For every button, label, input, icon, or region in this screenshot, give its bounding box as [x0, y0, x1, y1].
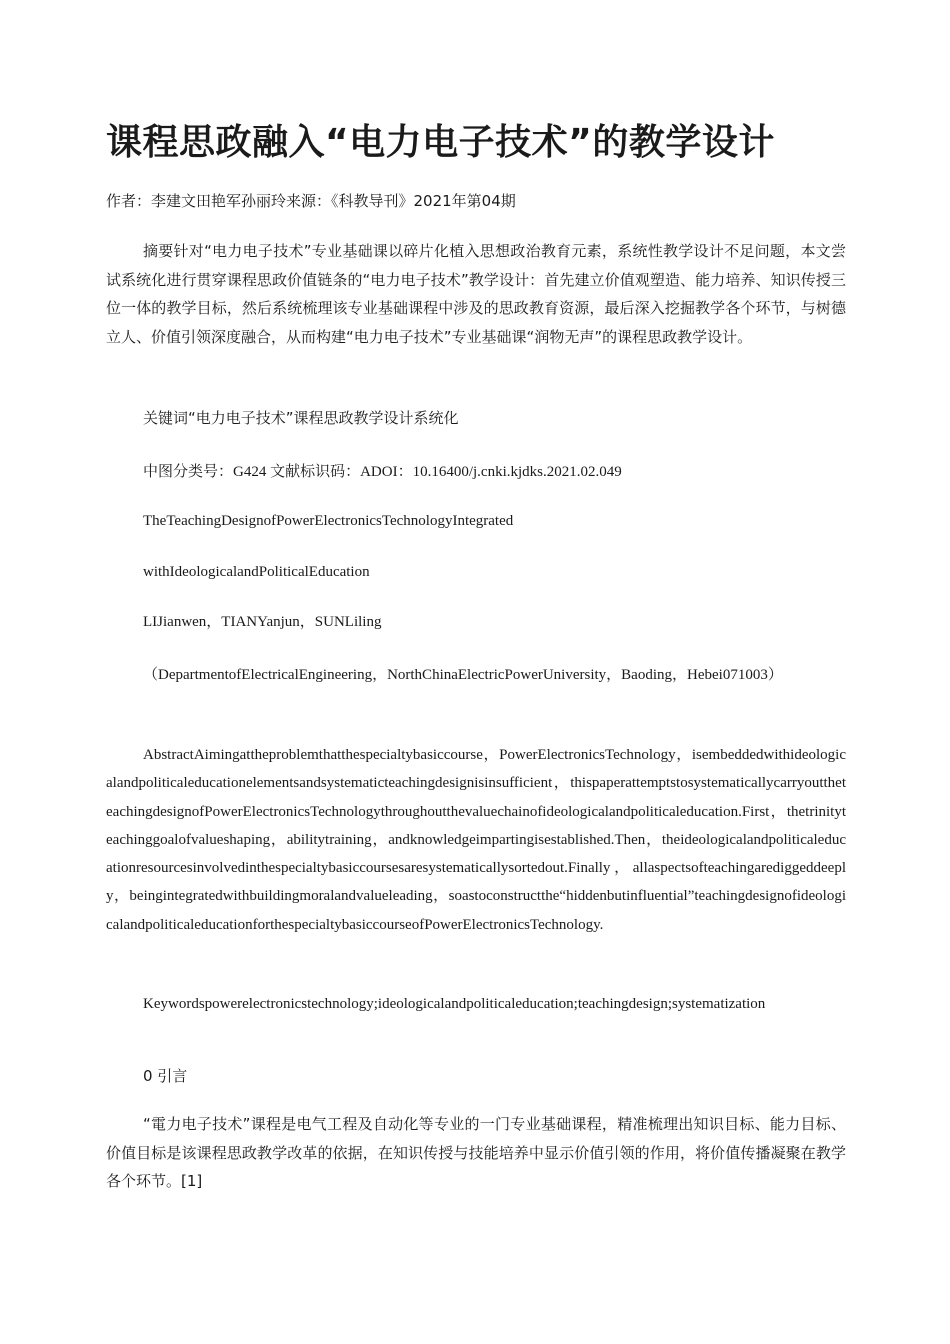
article-meta: 作者：李建文田艳军孙丽玲来源：《科教导刊》2021年第04期 — [106, 192, 516, 210]
abstract-zh: 摘要针对“电力电子技术”专业基础课以碎片化植入思想政治教育元素，系统性教学设计不足问题，本文尝试系统化进行贯穿课程思政价值链条的“电力电子技术”教学设计：首先建立价值观塑造、能力培养、知识传授三位一体的教学目标，然后系统梳理该专业基础课程中涉及的思政教育资源，最后深入挖掘教学各个环节，与树德立人、价值引领深度融合，从而构建“电力电子技术”专业基础课“润物无声”的课程思政教学设计。 — [106, 242, 846, 346]
abstract-en: AbstractAimingattheproblemthatthespecialtybasiccourse，PowerElectronicsTechnology，isembeddedwithideologicalandpoliticaleducationelementsandsystematicteachingdesignisinsufficient，thispaperattemptstosystematicallycarryouttheteachingdesignofPowerElectronicsTechnologythroughoutthevaluechainofideologicalandpoliticaleducation.First，thetrinityteachinggoalofvalueshaping，abilitytraining，andknowledgeimpartingisestablished.Then，theideologicalandpoliticaleducationresourcesinvolvedinthespecialtybasiccoursesaresystematicallysortedout.Finally，allaspectsofteachingarediggeddeeply，beingintegratedwithbuildingmoralandvalueleading，soastoconstructthe“hiddenbutinfluential”teachingdesignofideologicalandpoliticaleducationforthespecialtybasiccourseofPowerElectronicsTechnology. — [106, 747, 846, 933]
classification-line: 中图分类号：G424 文献标识码：ADOI：10.16400/j.cnki.kjdks.2021.02.049 — [143, 464, 622, 480]
english-title-line-1: TheTeachingDesignofPowerElectronicsTechnologyIntegrated — [143, 513, 514, 529]
intro-heading: 0 引言 — [143, 1067, 188, 1085]
english-authors: LIJianwen，TIANYanjun，SUNLiling — [143, 614, 382, 630]
affiliation: （DepartmentofElectricalEngineering，NorthChinaElectricPowerUniversity，Baoding，Hebei071003） — [143, 667, 783, 683]
intro-paragraph: “電力电子技术”课程是电气工程及自动化等专业的一门专业基础课程，精准梳理出知识目标、能力目标、价值目标是该课程思政教学改革的依据，在知识传授与技能培养中显示价值引领的作用，将价值传播凝聚在教学各个环节。[1] — [106, 1115, 846, 1190]
keywords-en: Keywordspowerelectronicstechnology;ideologicalandpoliticaleducation;teachingdesign;systematization — [143, 996, 766, 1012]
article-title: 课程思政融入“电力电子技术”的教学设计 — [106, 122, 775, 163]
keywords-zh: 关键词“电力电子技术”课程思政教学设计系统化 — [143, 409, 459, 427]
english-title-line-2: withIdeologicalandPoliticalEducation — [143, 564, 370, 580]
